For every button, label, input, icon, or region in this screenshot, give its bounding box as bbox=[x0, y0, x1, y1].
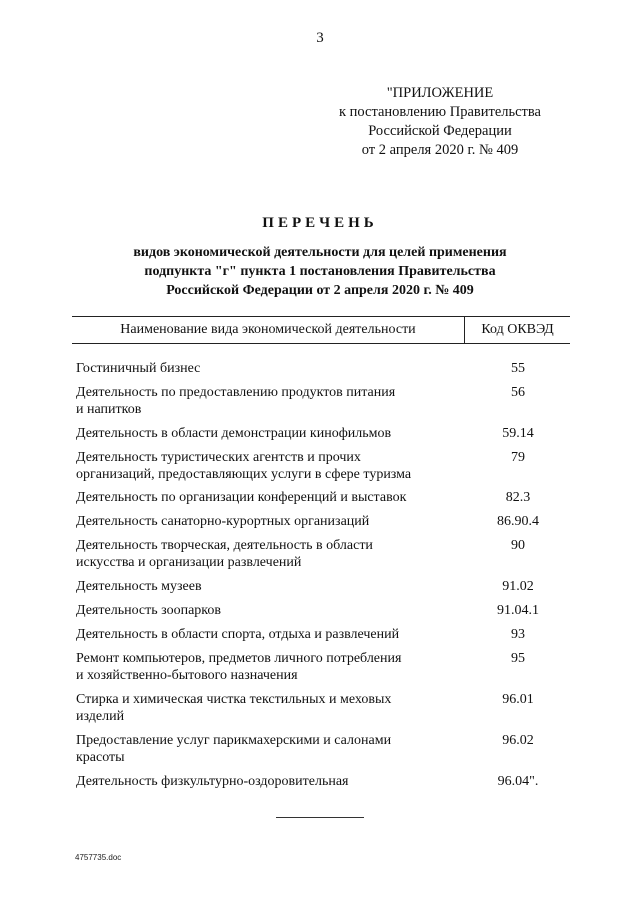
activity-name-line: Ремонт компьютеров, предметов личного потребления bbox=[76, 651, 402, 666]
activity-name bbox=[76, 602, 466, 619]
okved-code: 96.02 bbox=[502, 733, 534, 748]
okved-code: 90 bbox=[511, 538, 525, 553]
okved-code: 91.02 bbox=[502, 579, 534, 594]
header-okved-code: Код ОКВЭД bbox=[481, 322, 554, 337]
footer-filename: 4757735.doc bbox=[75, 853, 122, 862]
activity-name-line: Деятельность санаторно-курортных организаций bbox=[76, 514, 370, 529]
activity-name bbox=[76, 691, 466, 725]
activity-name-line: Деятельность туристических агентств и прочих bbox=[76, 450, 361, 465]
okved-code: 91.04.1 bbox=[497, 603, 539, 618]
activity-name bbox=[76, 537, 466, 571]
okved-code: 56 bbox=[511, 385, 525, 400]
header-activity-name: Наименование вида экономической деятельности bbox=[72, 317, 465, 343]
activity-name-line: Деятельность физкультурно-оздоровительная bbox=[76, 774, 349, 789]
activity-name-line: изделий bbox=[76, 709, 125, 724]
okved-code: 82.3 bbox=[505, 490, 531, 505]
okved-code: 86.90.4 bbox=[497, 514, 539, 529]
activity-name-line: Гостиничный бизнес bbox=[76, 361, 201, 376]
activity-name-line: Деятельность по организации конференций и выставок bbox=[76, 490, 407, 505]
activity-name-line: красоты bbox=[76, 750, 125, 765]
activity-name-line: Деятельность зоопарков bbox=[76, 603, 221, 618]
activity-name bbox=[76, 489, 466, 506]
appendix-line: "ПРИЛОЖЕНИЕ bbox=[386, 85, 494, 101]
table-header bbox=[72, 316, 570, 344]
subtitle-line: Российской Федерации от 2 апреля 2020 г. № 409 bbox=[166, 283, 474, 298]
appendix-line: от 2 апреля 2020 г. № 409 bbox=[361, 142, 519, 158]
activity-name bbox=[76, 578, 466, 595]
activity-name-line: Деятельность музеев bbox=[76, 579, 202, 594]
activity-name-line: Стирка и химическая чистка текстильных и меховых bbox=[76, 692, 392, 707]
activity-name-line: Деятельность по предоставлению продуктов питания bbox=[76, 385, 396, 400]
okved-code: 59.14 bbox=[502, 426, 534, 441]
activity-name bbox=[76, 513, 466, 530]
activity-name bbox=[76, 650, 466, 684]
appendix-line: Российской Федерации bbox=[368, 123, 512, 139]
activity-name bbox=[76, 384, 466, 418]
okved-code: 93 bbox=[511, 627, 525, 642]
okved-code: 96.01 bbox=[502, 692, 534, 707]
activity-name bbox=[76, 773, 466, 790]
activity-name-line: Деятельность в области спорта, отдыха и развлечений bbox=[76, 627, 400, 642]
activity-name-line: и напитков bbox=[76, 402, 142, 417]
page-number: 3 bbox=[316, 30, 324, 46]
appendix-line: к постановлению Правительства bbox=[339, 104, 541, 120]
appendix-block bbox=[320, 84, 560, 160]
activity-name bbox=[76, 449, 466, 483]
activity-name-line: искусства и организации развлечений bbox=[76, 555, 302, 570]
activity-name bbox=[76, 425, 466, 442]
okved-code: 79 bbox=[511, 450, 525, 465]
activity-name bbox=[76, 626, 466, 643]
okved-code: 95 bbox=[511, 651, 525, 666]
end-divider bbox=[276, 817, 364, 818]
activity-name-line: и хозяйственно-бытового назначения bbox=[76, 668, 298, 683]
subtitle-line: подпункта "г" пункта 1 постановления Правительства bbox=[144, 264, 496, 279]
activity-name-line: Деятельность творческая, деятельность в области bbox=[76, 538, 373, 553]
okved-code: 96.04". bbox=[497, 774, 539, 789]
document-title: ПЕРЕЧЕНЬ bbox=[262, 215, 378, 231]
activity-name-line: организаций, предоставляющих услуги в сфере туризма bbox=[76, 467, 412, 482]
activity-name bbox=[76, 360, 466, 377]
document-subtitle bbox=[0, 243, 640, 300]
activity-name-line: Деятельность в области демонстрации кинофильмов bbox=[76, 426, 392, 441]
activity-name-line: Предоставление услуг парикмахерскими и салонами bbox=[76, 733, 392, 748]
activity-name bbox=[76, 732, 466, 766]
subtitle-line: видов экономической деятельности для целей применения bbox=[133, 245, 507, 260]
okved-code: 55 bbox=[511, 361, 525, 376]
